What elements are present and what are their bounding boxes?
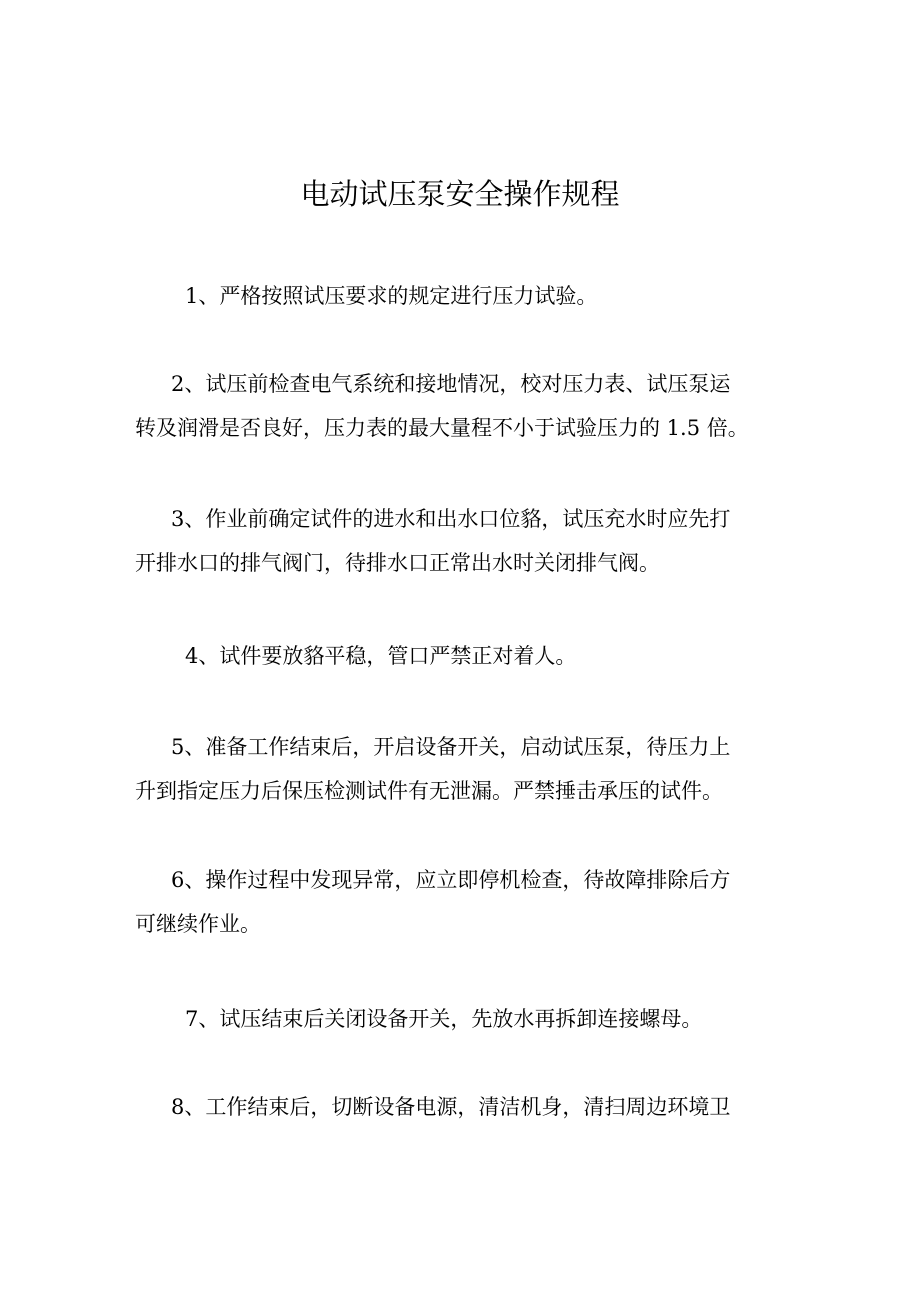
rule-5-line-1: 5、准备工作结束后，开启设备开关，启动试压泵，待压力上 [171, 735, 731, 759]
document-title: 电动试压泵安全操作规程 [300, 177, 620, 211]
rule-3-line-1: 3、作业前确定试件的进水和出水口位貉，试压充水时应先打 [171, 507, 731, 531]
rule-5-line-2: 升到指定压力后保压检测试件有无泄漏。严禁捶击承压的试件。 [135, 779, 723, 803]
rule-7-line-1: 7、试压结束后关闭设备开关，先放水再拆卸连接螺母。 [185, 1007, 703, 1031]
rule-2-line-2: 转及润滑是否良好，压力表的最大量程不小于试验压力的 1.5 倍。 [135, 416, 749, 440]
rule-item-6 [135, 858, 795, 946]
rule-item-7 [135, 997, 795, 1041]
rule-item-3 [135, 497, 795, 585]
rule-item-5 [135, 725, 795, 813]
rule-6-line-1: 6、操作过程中发现异常，应立即停机检查，待故障排除后方 [171, 868, 731, 892]
rule-item-4 [135, 634, 795, 678]
rule-8-line-1: 8、工作结束后，切断设备电源，清洁机身，清扫周边环境卫 [171, 1095, 731, 1119]
rule-item-2 [135, 362, 795, 450]
rule-4-line-1: 4、试件要放貉平稳，管口严禁正对着人。 [185, 644, 577, 668]
rule-1-line-1: 1、严格按照试压要求的规定进行压力试验。 [185, 284, 598, 308]
rule-6-line-2: 可继续作业。 [135, 912, 261, 936]
rule-3-line-2: 开排水口的排气阀门，待排水口正常出水时关闭排气阀。 [135, 551, 660, 575]
rule-item-1 [135, 274, 795, 318]
rule-2-line-1: 2、试压前检查电气系统和接地情况，校对压力表、试压泵运 [171, 372, 731, 396]
rule-item-8 [135, 1085, 795, 1129]
